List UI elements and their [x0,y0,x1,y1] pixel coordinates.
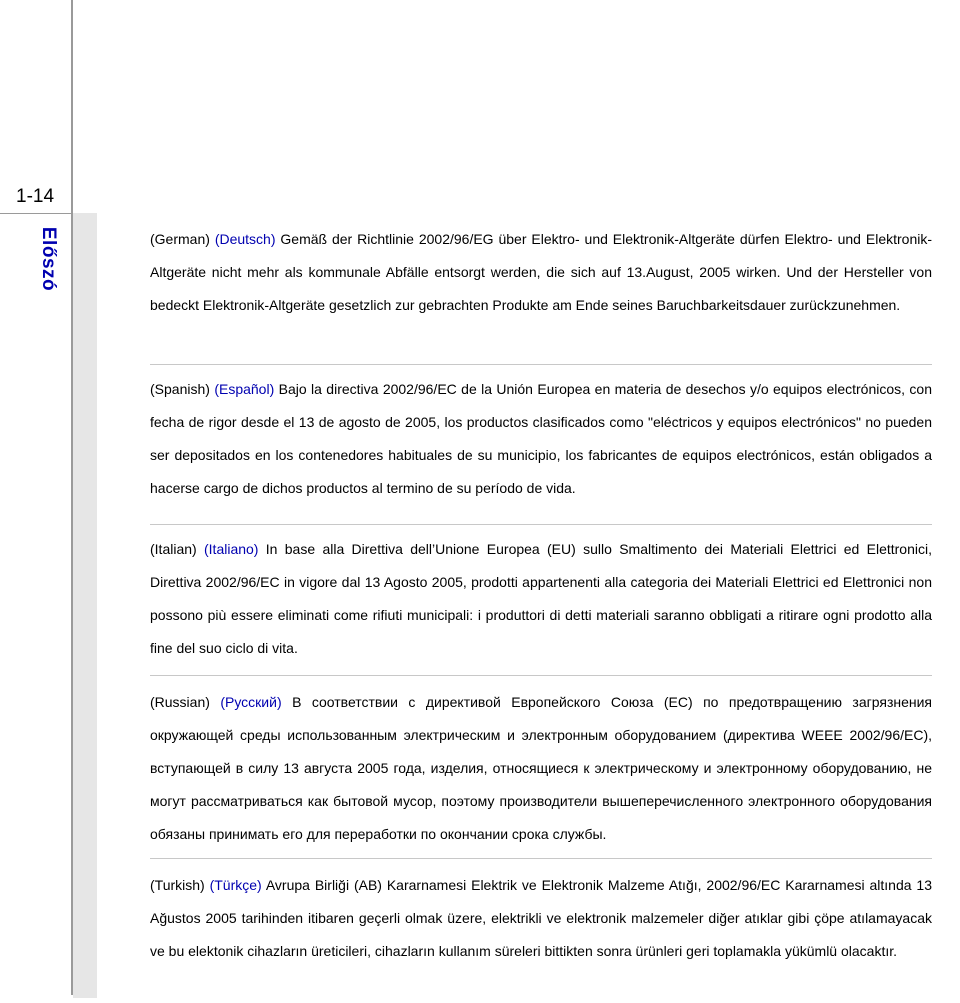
chapter-title-text: Előszó [38,226,60,292]
native-language-label: (Русский) [220,694,282,710]
paragraph [150,223,932,322]
paragraph-text: In base alla Direttiva dell’Unione Europea (EU) sullo Smaltimento dei Materiali Elettrici ed Elettronici, Direttiva 2002/96/EC in vigore dal 13 Agosto 2005, prodotti appartenenti alla categoria dei Materiali Elettrici ed Elettronici non possono più essere eliminati come rifiuti municipali: i produttori di detti materiali saranno obbligati a ritirare ogni prodotto alla fine del suo ciclo di vita. [150,541,932,656]
paragraph-text: Avrupa Birliği (AB) Kararnamesi Elektrik ve Elektronik Malzeme Atığı, 2002/96/EC Kararnamesi altında 13 Ağustos 2005 tarihinden itibaren geçerli olmak üzere, elektrikli ve elektronik malzemeler diğer atıklar gibi çöpe atılamayacak ve bu elektonik cihazların üreticileri, cihazların kullanım süreleri bittikten sonra ürünleri geri toplamakla yükümlü olacaktır. [150,877,932,959]
language-label: (Turkish) [150,877,205,893]
native-language-label: (Türkçe) [209,877,262,893]
paragraph [150,373,932,505]
section-turkish [150,859,932,1003]
page-number: 1-14 [16,186,55,207]
side-strip [73,213,97,998]
chapter-title [18,214,78,304]
paragraph-text: В соответствии с директивой Европейского Союза (ЕС) по предотвращению загрязнения окружающей среды использованным электрическим и электронным оборудованием (директива WEEE 2002/96/EC), вступающей в силу 13 августа 2005 года, изделия, относящиеся к электрическому и электронному оборудованию, не могут рассматриваться как бытовой мусор, поэтому производители вышеперечисленного электронного оборудования обязаны принимать его для переработки по окончании срока службы. [150,694,933,842]
paragraph [150,869,932,968]
native-language-label: (Español) [214,381,275,397]
language-label: (Italian) [150,541,197,557]
paragraph [150,533,932,665]
section-german [150,223,932,365]
language-label: (Russian) [150,694,210,710]
native-language-label: (Italiano) [204,541,259,557]
language-label: (Spanish) [150,381,210,397]
section-italian [150,525,932,676]
section-russian [150,676,932,859]
section-spanish [150,365,932,525]
paragraph-text: Gemäß der Richtlinie 2002/96/EG über Elektro- und Elektronik-Altgeräte dürfen Elektro- und Elektronik-Altgeräte nicht mehr als kommunale Abfälle entsorgt werden, die sich auf 13.August, 2005 wirken. Und der Hersteller von bedeckt Elektronik-Altgeräte gesetzlich zur gebrachten Produkte am Ende seines Baruchbarkeitsdauer zurückzunehmen. [150,231,932,313]
language-label: (German) [150,231,210,247]
native-language-label: (Deutsch) [214,231,276,247]
paragraph [150,686,932,851]
content-area [150,223,932,1003]
paragraph-text: Bajo la directiva 2002/96/EC de la Unión Europea en materia de desechos y/o equipos electrónicos, con fecha de rigor desde el 13 de agosto de 2005, los productos clasificados como "eléctricos y equipos electrónicos" no pueden ser depositados en los contenedores habituales de su municipio, los fabricantes de equipos electrónicos, están obligados a hacerse cargo de dichos productos al termino de su período de vida. [150,381,932,496]
